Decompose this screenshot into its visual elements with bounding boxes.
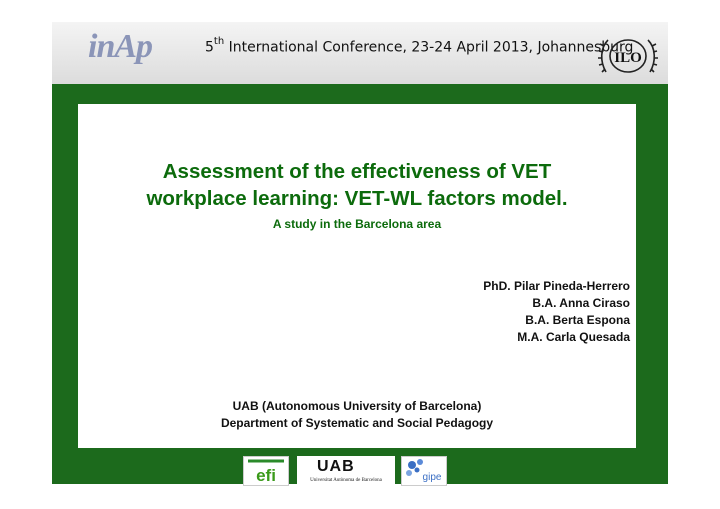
uab-logo <box>297 456 395 486</box>
title-line-1: Assessment of the effectiveness of VET <box>162 160 552 183</box>
gipe-logo <box>401 456 447 486</box>
efi-logo <box>243 456 289 486</box>
affiliation-line-1: UAB (Autonomous University of Barcelona) <box>232 399 482 413</box>
title-line-2: workplace learning: VET-WL factors model. <box>146 187 568 210</box>
gipe-logo-mark <box>402 457 446 485</box>
affiliation <box>78 398 636 432</box>
inap-logo-text: inAp <box>88 28 153 65</box>
efi-text: efi <box>256 466 276 485</box>
author-4: M.A. Carla Quesada <box>517 330 630 344</box>
ilo-logo <box>598 32 658 80</box>
presentation-title <box>78 158 636 212</box>
presentation-subtitle: A study in the Barcelona area <box>272 217 442 231</box>
inap-logo <box>88 28 152 66</box>
author-1: PhD. Pilar Pineda-Herrero <box>483 279 630 293</box>
author-2: B.A. Anna Ciraso <box>532 296 630 310</box>
content-panel <box>78 104 636 448</box>
ilo-text: ILO <box>614 50 642 66</box>
efi-logo-mark <box>244 457 288 485</box>
gipe-text: gipe <box>422 472 442 483</box>
uab-mark: UAB <box>317 458 355 475</box>
conference-title: 5th International Conference, 23-24 April 2013, Johannesburg <box>205 36 634 56</box>
affiliation-line-2: Department of Systematic and Social Pedagogy <box>220 416 494 430</box>
uab-subtitle: Universitat Autònoma de Barcelona <box>310 478 382 483</box>
author-list <box>483 278 630 346</box>
author-3: B.A. Berta Espona <box>525 313 630 327</box>
